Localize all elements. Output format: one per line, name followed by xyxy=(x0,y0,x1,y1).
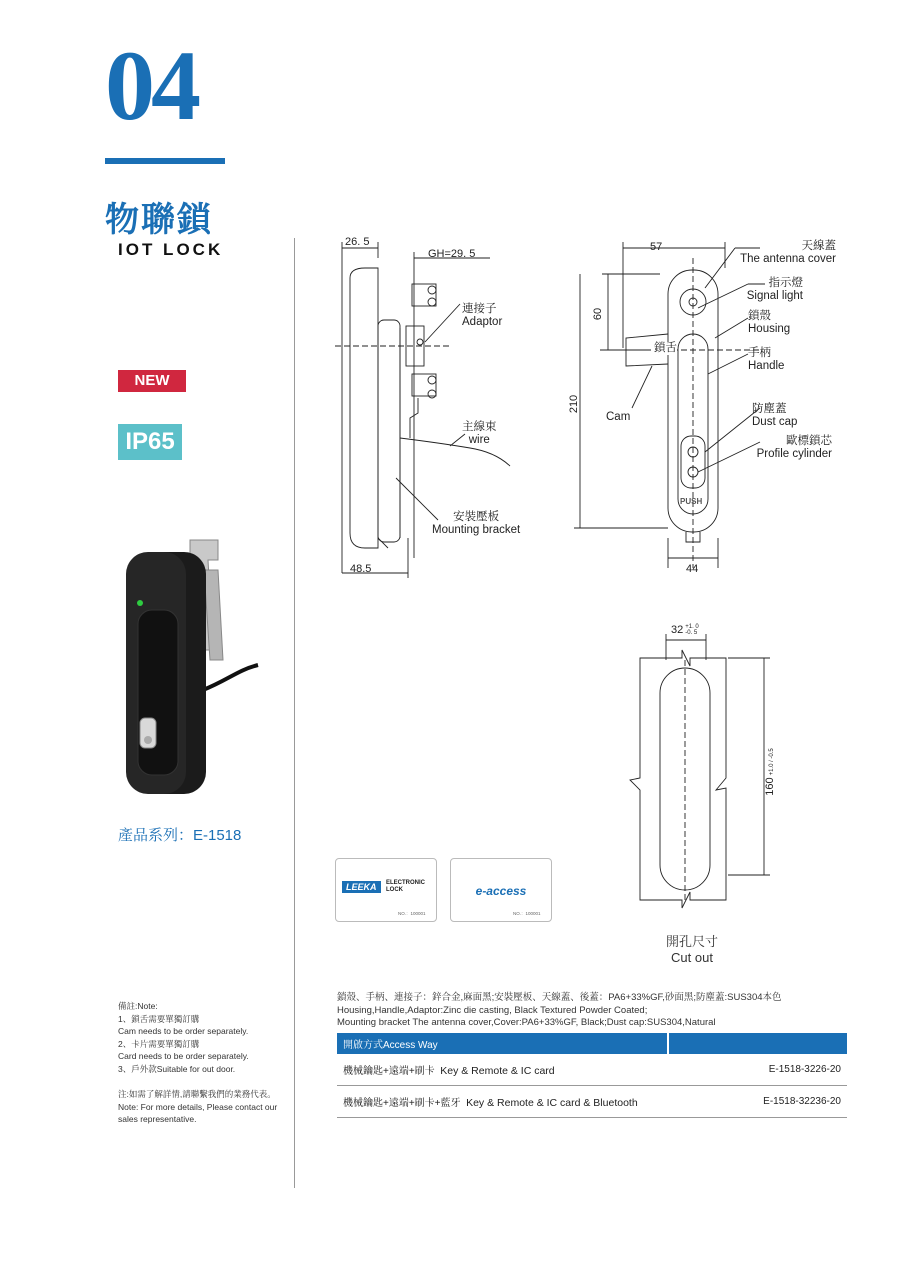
cylinder-en: Profile cylinder xyxy=(756,448,832,460)
antenna-cn: 天線蓋 xyxy=(801,240,836,252)
tol-plus: +1. 0 xyxy=(685,624,699,631)
handle-cn: 手柄 xyxy=(748,347,771,359)
table-row xyxy=(337,1054,847,1086)
dim-26-5: 26. 5 xyxy=(345,236,370,248)
push-text: PUSH xyxy=(680,497,703,506)
leeka-card-no: NO.：100001 xyxy=(398,911,426,916)
access-way-cn: 機械鑰匙+遠端+刷卡 xyxy=(343,1066,435,1077)
wire-label xyxy=(462,421,497,447)
material-line-1: 鎖殼、手柄、連接子：鋅合金,麻面黑;安裝壓板、天線蓋、後蓋：PA6+33%GF,砂面黑;防塵蓋:SUS304本色 xyxy=(337,992,782,1003)
access-way-cn: 機械鑰匙+遠端+刷卡+藍牙 xyxy=(343,1098,461,1109)
header-blank-cell xyxy=(668,1033,847,1054)
contact-cn: 注:如需了解詳情,請聯繫我們的業務代表。 xyxy=(118,1089,276,1099)
cutout-width xyxy=(671,624,699,636)
access-way-table xyxy=(337,1033,847,1118)
dim-57: 57 xyxy=(650,241,663,253)
adaptor-cn: 連接子 xyxy=(462,303,497,315)
note-line: 3、戶外款Suitable for out door. xyxy=(118,1063,236,1074)
note-line: Card needs to be order separately. xyxy=(118,1051,249,1061)
material-line-3: Mounting bracket The antenna cover,Cover:PA6+33%GF, Black;Dust cap:SUS304,Natural xyxy=(337,1017,716,1028)
dim-gh: GH=29. 5 xyxy=(428,248,476,260)
adaptor-label xyxy=(462,303,502,329)
signal-cn: 指示燈 xyxy=(768,277,803,289)
dim-60: 60 xyxy=(592,307,605,321)
tol-minus: -0. 5 xyxy=(685,630,698,637)
model-code-cell: E-1518-3226-20 xyxy=(668,1054,847,1086)
column-divider xyxy=(294,238,295,1188)
wire-en: wire xyxy=(468,434,490,446)
cutout-width-value: 32 xyxy=(671,624,684,636)
title-cn: 物聯鎖 xyxy=(105,200,213,240)
table-row xyxy=(337,1086,847,1118)
new-badge: NEW xyxy=(118,370,186,392)
leeka-brand: LEEKA xyxy=(342,881,381,893)
product-series: 產品系列：E-1518 xyxy=(118,827,242,844)
access-way-cell xyxy=(337,1086,668,1118)
leeka-card xyxy=(335,858,437,922)
bracket-label xyxy=(432,511,520,537)
antenna-en: The antenna cover xyxy=(740,253,836,265)
dustcap-cn: 防塵蓋 xyxy=(752,403,787,415)
signal-en: Signal light xyxy=(746,290,803,302)
antenna-label xyxy=(736,240,836,266)
material-spec xyxy=(337,992,847,1030)
section-rule xyxy=(105,158,225,164)
eaccess-card xyxy=(450,858,552,922)
dim-48-5: 48.5 xyxy=(350,563,372,575)
housing-en: Housing xyxy=(748,323,791,335)
notes-heading: 備註:Note: xyxy=(118,1001,158,1011)
tongue-label: 鎖舌 xyxy=(654,342,677,354)
table-header xyxy=(337,1033,847,1054)
eaccess-brand: e-access xyxy=(475,884,527,898)
housing-label xyxy=(748,310,790,336)
model-code-cell: E-1518-32236-20 xyxy=(668,1086,847,1118)
bracket-cn: 安裝壓板 xyxy=(453,511,500,523)
cylinder-cn: 歐標鎖芯 xyxy=(786,435,832,447)
dim-44: 44 xyxy=(686,563,699,575)
header-cell: 開啟方式Access Way xyxy=(337,1033,668,1054)
cutout-label xyxy=(666,931,718,965)
front-view-drawing xyxy=(560,238,850,583)
material-line-2: Housing,Handle,Adaptor:Zinc die casting, Black Textured Powder Coated; xyxy=(337,1004,648,1016)
handle-label xyxy=(748,347,784,373)
access-way-cell xyxy=(337,1054,668,1086)
note-line: Cam needs to be order separately. xyxy=(118,1026,249,1036)
product-photo xyxy=(118,530,268,805)
handle-en: Handle xyxy=(748,360,785,372)
title-en: IOT LOCK xyxy=(118,240,224,259)
contact-en: Note: For more details, Please contact our sales representative. xyxy=(118,1101,278,1124)
ip65-badge: IP65 xyxy=(118,424,182,460)
cylinder-label xyxy=(750,435,832,461)
dim-210: 210 xyxy=(568,394,581,414)
cutout-en: Cut out xyxy=(671,950,713,965)
cutout-cn: 開孔尺寸 xyxy=(666,934,719,949)
note-line: 1、鎖舌需要單獨訂購 xyxy=(118,1013,200,1024)
cam-label: Cam xyxy=(606,411,631,423)
leeka-card-text: ELECTRONIC LOCK xyxy=(386,880,425,893)
dustcap-label xyxy=(752,403,797,429)
signal-label xyxy=(736,277,803,303)
wire-cn: 主線束 xyxy=(462,421,497,433)
housing-cn: 鎖殼 xyxy=(748,310,771,322)
note-line: 2、卡片需要單獨訂購 xyxy=(118,1038,200,1049)
cutout-height-value: 160 xyxy=(763,777,776,796)
bracket-en: Mounting bracket xyxy=(432,524,521,536)
dustcap-en: Dust cap xyxy=(752,416,798,428)
cutout-height-tol: +1.0 / -0.5 xyxy=(768,748,775,776)
cutout-drawing xyxy=(620,630,780,910)
adaptor-en: Adaptor xyxy=(462,316,503,328)
access-way-en: Key & Remote & IC card xyxy=(440,1065,555,1077)
notes xyxy=(118,1000,293,1075)
access-way-en: Key & Remote & IC card & Bluetooth xyxy=(466,1097,638,1109)
eaccess-card-no: NO.：100001 xyxy=(513,911,541,916)
section-number: 04 xyxy=(105,30,197,141)
contact-note xyxy=(118,1088,293,1126)
cutout-height xyxy=(764,748,776,796)
